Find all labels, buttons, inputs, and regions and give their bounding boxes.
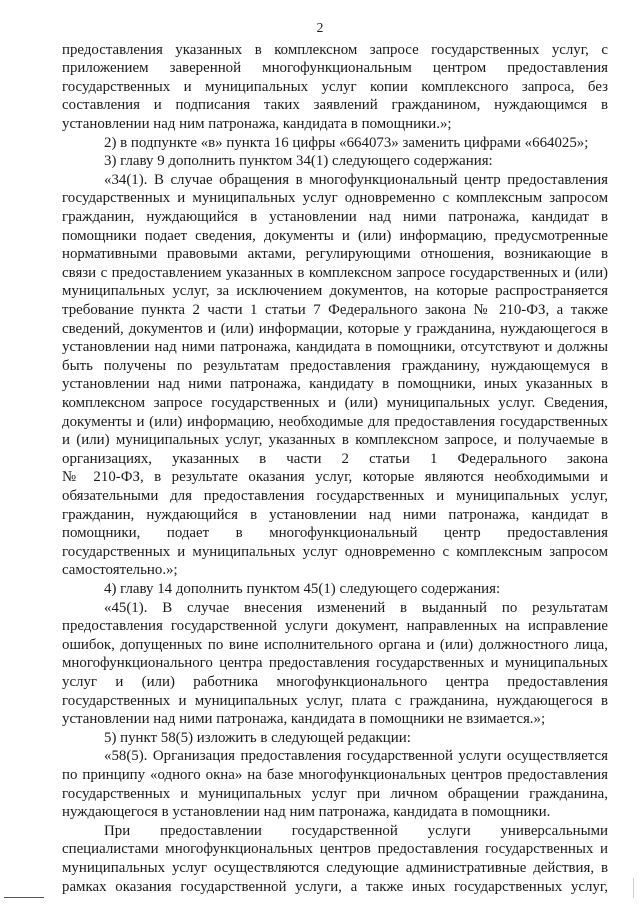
footer-rule bbox=[4, 897, 44, 898]
text-line: установлении над ними патронажа, кандидату в помощники, иных указанных в bbox=[62, 376, 608, 393]
text-line: установлении над ним патронажа, кандидата в помощники.»; bbox=[62, 115, 452, 132]
page-number: 2 bbox=[316, 20, 324, 35]
scan-edge-mark bbox=[633, 878, 638, 898]
text-line: по принципу «одного окна» на базе многофункциональных центров предоставления bbox=[62, 766, 608, 783]
text-line: При предоставлении государственной услуги универсальными bbox=[104, 822, 608, 839]
text-line: установлении над ними патронажа, кандидата в помощники, отсутствуют и должны bbox=[62, 339, 608, 356]
text-line: быть получены по результатам предоставления гражданину, нуждающемуся в bbox=[62, 357, 608, 374]
text-line: рамках оказания государственной услуги, а также иных государственных услуг, bbox=[62, 878, 608, 895]
text-line: документы и (или) информацию, необходимые для предоставления государственных bbox=[62, 413, 608, 430]
text-line: и (или) муниципальных услуг, указанных в комплексном запросе, и получаемые в bbox=[62, 432, 608, 449]
text-line: самостоятельно.»; bbox=[62, 562, 178, 579]
text-line: комплексном запросе государственных и (или) муниципальных услуг. Сведения, bbox=[62, 394, 608, 411]
text-line: нуждающегося в установлении над ним патронажа, кандидата в помощники. bbox=[62, 804, 551, 821]
text-line: «58(5). Организация предоставления государственной услуги осуществляется bbox=[104, 748, 608, 765]
text-line: государственных и муниципальных услуг, плата с гражданина, нуждающегося в bbox=[62, 692, 608, 709]
text-line: «45(1). В случае внесения изменений в выданный по результатам bbox=[104, 599, 608, 616]
text-line: установлении над ними патронажа, кандидата в помощники не взимается.»; bbox=[62, 711, 546, 728]
text-line: обязательными для предоставления государственных и муниципальных услуг, bbox=[62, 487, 608, 504]
text-line: помощники, подает в многофункциональный центр предоставления bbox=[62, 525, 608, 542]
text-line: сведений, документов и (или) информации, которые у гражданина, нуждающегося в bbox=[62, 320, 608, 337]
text-line: предоставления указанных в комплексном запросе государственных услуг, с bbox=[62, 41, 608, 58]
text-line: нормативными правовыми актами, регулирующими отношения, возникающие в bbox=[62, 246, 608, 263]
text-line: организациях, указанных в части 2 статьи 1 Федерального закона bbox=[62, 450, 608, 467]
text-line: 4) главу 14 дополнить пунктом 45(1) следующего содержания: bbox=[104, 580, 501, 597]
text-line: помощники подает сведения, документы и (или) информацию, предусмотренные bbox=[62, 227, 608, 244]
text-line: 3) главу 9 дополнить пунктом 34(1) следующего содержания: bbox=[104, 153, 493, 170]
text-line: «34(1). В случае обращения в многофункциональный центр предоставления bbox=[104, 171, 608, 188]
text-line: государственных и муниципальных услуг одновременно с комплексным запросом bbox=[62, 543, 608, 560]
text-line: государственных и муниципальных услуг при личном обращении гражданина, bbox=[62, 785, 608, 802]
text-line: приложением заверенной многофункциональным центром предоставления bbox=[62, 60, 608, 77]
text-line: муниципальных услуг осуществляются следующие административные действия, в bbox=[62, 859, 608, 876]
text-line: связи с предоставлением указанных в комплексном запросе государственных и (или) bbox=[62, 264, 608, 281]
text-line: составления и подписания таких заявлений гражданином, нуждающимся в bbox=[62, 97, 608, 114]
text-line: № 210-ФЗ, в результате оказания услуг, которые являются необходимыми и bbox=[62, 469, 608, 486]
text-line: гражданин, нуждающийся в установлении над ними патронажа, кандидат в bbox=[62, 208, 608, 225]
text-line: ошибок, допущенных по вине исполнительного органа и (или) должностного лица, bbox=[62, 636, 608, 653]
text-line: государственных и муниципальных услуг копии комплексного запроса, без bbox=[62, 78, 608, 95]
text-line: многофункционального центра предоставления государственных и муниципальных bbox=[62, 655, 608, 672]
text-line: предоставления государственной услуги документ, направленных на исправление bbox=[62, 618, 608, 635]
text-line: требование пункта 2 части 1 статьи 7 Федерального закона № 210-ФЗ, а также bbox=[62, 301, 608, 318]
text-line: 5) пункт 58(5) изложить в следующей редакции: bbox=[104, 729, 411, 746]
text-line: услуг и (или) работника многофункционального центра предоставления bbox=[62, 673, 608, 690]
text-line: 2) в подпункте «в» пункта 16 цифры «664073» заменить цифрами «664025»; bbox=[104, 134, 589, 151]
text-line: гражданин, нуждающийся в установлении над ними патронажа, кандидат в bbox=[62, 506, 608, 523]
text-line: муниципальных услуг, за исключением документов, на которые распространяется bbox=[62, 283, 608, 300]
text-line: специалистами многофункциональных центров предоставления государственных и bbox=[62, 841, 608, 858]
text-line: государственных и муниципальных услуг одновременно с комплексным запросом bbox=[62, 190, 608, 207]
